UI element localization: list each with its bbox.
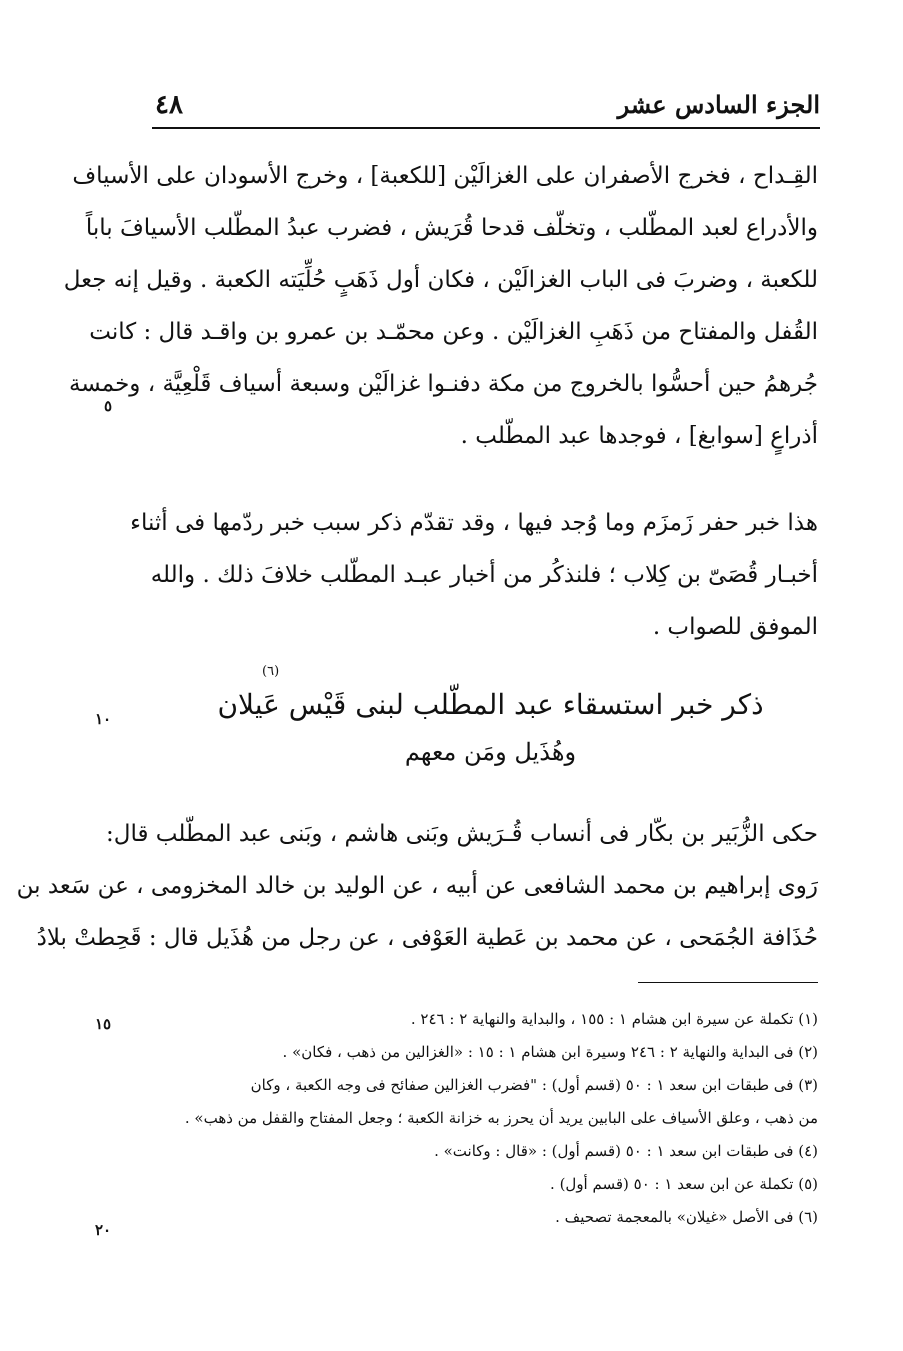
footnote-6: (٦) فى الأصل «غيلان» بالمعجمة تصحيف .	[555, 1208, 818, 1226]
footnote-2: (٢) فى البداية والنهاية ٢ : ٢٤٦ وسيرة ابن هشام ١ : ١٥ : «الغزالين من ذهب ، فكان» .	[282, 1043, 818, 1061]
line-number-10: ١٠	[95, 710, 112, 728]
text-line: القِـداح ، فخرج الأصفران على الغزالَيْن [للكعبة] ، وخرج الأسودان على الأسياف	[72, 163, 818, 189]
paragraph-zamzam-treasure	[63, 150, 818, 462]
text-line: رَوى إبراهيم بن محمد الشافعى عن أبيه ، عن الوليد بن خالد المخزومى ، عن سَعد بن	[16, 873, 818, 899]
section-footnote-marker: (٦)	[262, 664, 280, 679]
text-line: القُفل والمفتاح من ذَهَبِ الغزالَيْن . وعن محمّـد بن عمرو بن واقـد قال : كانت	[89, 319, 818, 345]
section-title: ذكر خبر استسقاء عبد المطّلب لبنى قَيْس عَيلان	[217, 688, 764, 721]
footnote-4: (٤) فى طبقات ابن سعد ١ : ٥٠ (قسم أول) : «قال : وكانت» .	[434, 1142, 818, 1160]
page-header	[155, 82, 820, 126]
text-line: هذا خبر حفر زَمزَم وما وُجد فيها ، وقد تقدّم ذكر سبب خبر ردّمها فى أثناء	[130, 510, 818, 536]
text-line: حُذَافة الجُمَحى ، عن محمد بن عَطية العَوْفى ، عن رجل من هُذَيل قال : قَحِطتْ بلادُ	[36, 925, 818, 951]
page-number: ٤٨	[155, 90, 183, 120]
text-line: أذراعٍ [سوابغ] ، فوجدها عبد المطّلب .	[460, 423, 818, 449]
line-number-20: ٢٠	[95, 1221, 112, 1239]
paragraph-transition	[130, 497, 818, 653]
text-line: حكى الزُّبَير بن بكّار فى أنساب قُـرَيش وبَنى هاشم ، وبَنى عبد المطّلب قال:	[105, 821, 818, 847]
footnotes	[163, 1003, 818, 1234]
footnote-3: (٣) فى طبقات ابن سعد ١ : ٥٠ (قسم أول) : "فضرب الغزالين صفائح فى وجه الكعبة ، وكان	[250, 1076, 818, 1094]
section-subtitle: وهُذَيل ومَن معهم	[404, 738, 577, 766]
running-title: الجزء السادس عشر	[617, 90, 820, 119]
footnote-5: (٥) تكملة عن ابن سعد ١ : ٥٠ (قسم أول) .	[550, 1175, 818, 1193]
text-line: أخبـار قُصَىّ بن كِلاب ؛ فلنذكُر من أخبار عبـد المطّلب خلافَ ذلك . والله	[150, 562, 818, 588]
text-line: الموفق للصواب .	[652, 614, 818, 640]
text-line: جُرهمُ حين أحسُّوا بالخروج من مكة دفنـوا غزالَيْن وسبعة أسياف قَلْعِيَّة ، وخمسة	[68, 371, 818, 397]
text-line: والأدراع لعبد المطّلب ، وتخلّف قدحا قُرَيش ، فضرب عبدُ المطّلب الأسيافَ باباً	[85, 215, 818, 241]
line-number-15: ١٥	[95, 1015, 112, 1033]
text-line: للكعبة ، وضربَ فى الباب الغزالَيْن ، فكان أول ذَهَبٍ حُلِّيَته الكعبة . وقيل إنه جعل	[63, 267, 818, 293]
line-number-5: ٥	[104, 397, 113, 415]
paragraph-istisqa	[16, 808, 818, 964]
footnote-rule	[638, 982, 818, 983]
footnote-1: (١) تكملة عن سيرة ابن هشام ١ : ١٥٥ ، والبداية والنهاية ٢ : ٢٤٦ .	[410, 1010, 818, 1028]
footnote-3-continued: من ذهب ، وعلق الأسياف على البابين يريد أن يحرز به خزانة الكعبة ؛ وجعل المفتاح والقفل من ذهب» .	[184, 1109, 818, 1127]
header-rule	[152, 127, 820, 129]
